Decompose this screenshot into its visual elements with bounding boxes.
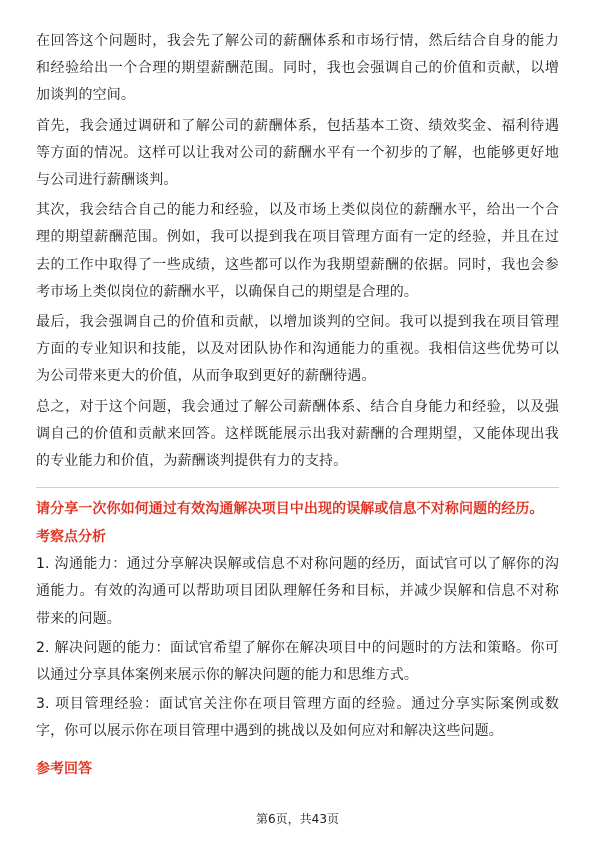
- answer-paragraph-5: 总之，对于这个问题，我会通过了解公司薪酬体系、结合自身能力和经验，以及强调自己的价值和贡献来回答。这样既能展示出我对薪酬的合理期望，又能体现出我的专业能力和价值，为薪酬谈判提供有力的支持。: [36, 398, 559, 470]
- answer-paragraph-4: 最后，我会强调自己的价值和贡献，以增加谈判的空间。我可以提到我在项目管理方面的专业知识和技能，以及对团队协作和沟通能力的重视。我相信这些优势可以为公司带来更大的价值，从而争取到更好的薪酬待遇。: [36, 314, 559, 385]
- reference-heading: 参考回答: [36, 760, 92, 777]
- page-number-footer: 第6页，共43页: [256, 812, 339, 826]
- answer-paragraph-2: 首先，我会通过调研和了解公司的薪酬体系，包括基本工资、绩效奖金、福利待遇等方面的情况。这样可以让我对公司的薪酬水平有一个初步的了解，也能够更好地与公司进行薪酬谈判。: [36, 117, 559, 189]
- question-title: 请分享一次你如何通过有效沟通解决项目中出现的误解或信息不对称问题的经历。: [36, 501, 544, 518]
- analysis-item-3: 3. 项目管理经验：面试官关注你在项目管理方面的经验。通过分享实际案例或数字，你可以展示你在项目管理中遇到的挑战以及如何应对和解决这些问题。: [36, 696, 559, 740]
- answer-paragraph-3: 其次，我会结合自己的能力和经验，以及市场上类似岗位的薪酬水平，给出一个合理的期望薪酬范围。例如，我可以提到我在项目管理方面有一定的经验，并且在过去的工作中取得了一些成绩，这些都可以作为我期望薪酬的依据。同时，我也会参考市场上类似岗位的薪酬水平，以确保自己的期望是合理的。: [36, 202, 559, 300]
- analysis-item-1: 1. 沟通能力：通过分享解决误解或信息不对称问题的经历，面试官可以了解你的沟通能力。有效的沟通可以帮助项目团队理解任务和目标，并减少误解和信息不对称带来的问题。: [36, 556, 559, 627]
- analysis-item-2: 2. 解决问题的能力：面试官希望了解你在解决项目中的问题时的方法和策略。你可以通过分享具体案例来展示你的解决问题的能力和思维方式。: [36, 639, 559, 684]
- section-divider: [36, 487, 559, 488]
- analysis-heading: 考察点分析: [36, 529, 106, 546]
- answer-paragraph-1: 在回答这个问题时，我会先了解公司的薪酬体系和市场行情，然后结合自身的能力和经验给出一个合理的期望薪酬范围。同时，我也会强调自己的价值和贡献，以增加谈判的空间。: [36, 33, 559, 104]
- page-content: [36, 28, 559, 782]
